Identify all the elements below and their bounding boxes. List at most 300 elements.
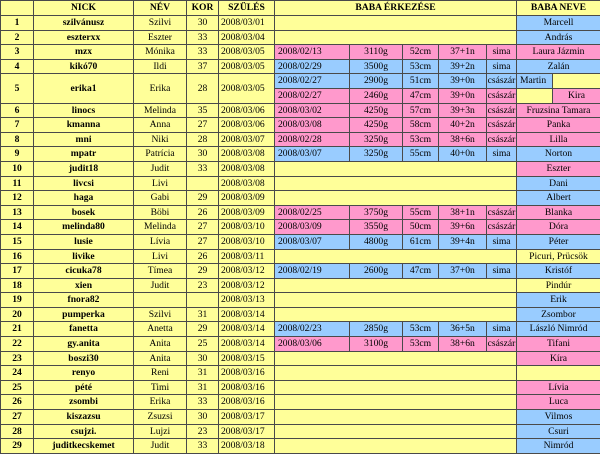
delivery-type-cell: sima — [487, 59, 517, 74]
delivery-type-cell: császár — [487, 132, 517, 147]
name-cell: Mónika — [134, 45, 187, 60]
nick-cell: cicuka78 — [34, 264, 134, 279]
due-date-cell: 2008/03/01 — [219, 16, 275, 31]
length-cell: 47cm — [403, 264, 439, 279]
weight-cell: 3250g — [350, 147, 403, 162]
delivery-type-cell: császár — [487, 103, 517, 118]
row-number: 22 — [1, 337, 34, 352]
age-cell — [187, 293, 219, 308]
baby-name-filler-cell — [553, 74, 600, 89]
table-row — [1, 366, 600, 381]
baby-name-cell: Lívia — [517, 380, 600, 395]
week-cell: 36+5n — [439, 322, 487, 337]
table-row — [1, 45, 600, 60]
arrival-empty-cell — [275, 351, 517, 366]
name-cell: Lujzi — [134, 424, 187, 439]
baby-name-cell — [517, 366, 600, 381]
due-date-cell: 2008/03/11 — [219, 249, 275, 264]
row-number: 23 — [1, 351, 34, 366]
baby-name-cell: Dóra — [517, 220, 600, 235]
name-cell: Melinda — [134, 103, 187, 118]
delivery-type-cell: császár — [487, 205, 517, 220]
row-number: 17 — [1, 264, 34, 279]
row-number: 6 — [1, 103, 34, 118]
due-date-cell: 2008/03/04 — [219, 30, 275, 45]
table-row — [1, 293, 600, 308]
row-number: 24 — [1, 366, 34, 381]
nick-cell: kiszazsu — [34, 410, 134, 425]
birth-date-cell: 2008/02/29 — [275, 59, 350, 74]
name-cell: Judit — [134, 439, 187, 454]
age-cell: 30 — [187, 351, 219, 366]
baby-name-cell: Erik — [517, 293, 600, 308]
due-date-cell: 2008/03/14 — [219, 322, 275, 337]
due-date-cell: 2008/03/12 — [219, 264, 275, 279]
arrival-empty-cell — [275, 439, 517, 454]
table-row — [1, 103, 600, 118]
nick-cell: fanetta — [34, 322, 134, 337]
nick-cell: judit18 — [34, 161, 134, 176]
delivery-type-cell: sima — [487, 45, 517, 60]
name-cell — [134, 293, 187, 308]
baby-name-cell: László Nimród — [517, 322, 600, 337]
row-number: 12 — [1, 191, 34, 206]
table-row — [1, 30, 600, 45]
weight-cell: 3250g — [350, 132, 403, 147]
age-cell: 35 — [187, 103, 219, 118]
age-cell: 29 — [187, 264, 219, 279]
age-cell: 37 — [187, 59, 219, 74]
baby-name-cell: Tifani — [517, 337, 600, 352]
name-cell: Gabi — [134, 191, 187, 206]
baby-name-cell: Lilla — [517, 132, 600, 147]
week-cell: 37+0n — [439, 264, 487, 279]
table-body — [1, 16, 600, 454]
name-cell: Tímea — [134, 264, 187, 279]
nick-cell: lusie — [34, 234, 134, 249]
name-cell: Anna — [134, 118, 187, 133]
weight-cell: 4800g — [350, 234, 403, 249]
week-cell: 40+2n — [439, 118, 487, 133]
row-number: 27 — [1, 410, 34, 425]
row-number: 9 — [1, 147, 34, 162]
baby-name-cell: Vilmos — [517, 410, 600, 425]
row-number: 10 — [1, 161, 34, 176]
header-szules: SZÜLÉS — [219, 1, 275, 16]
due-date-cell: 2008/03/17 — [219, 410, 275, 425]
length-cell: 53cm — [403, 337, 439, 352]
row-number: 14 — [1, 220, 34, 235]
nick-cell: melinda80 — [34, 220, 134, 235]
name-cell: Anita — [134, 351, 187, 366]
baby-name-cell: Kíra — [517, 351, 600, 366]
age-cell: 30 — [187, 410, 219, 425]
age-cell — [187, 176, 219, 191]
row-number: 3 — [1, 45, 34, 60]
row-number: 5 — [1, 74, 34, 103]
due-date-cell: 2008/03/08 — [219, 176, 275, 191]
week-cell: 39+6n — [439, 220, 487, 235]
delivery-type-cell: császár — [487, 74, 517, 89]
birth-date-cell: 2008/02/28 — [275, 132, 350, 147]
delivery-type-cell: császár — [487, 118, 517, 133]
nick-cell: kmanna — [34, 118, 134, 133]
arrival-empty-cell — [275, 161, 517, 176]
week-cell: 39+2n — [439, 59, 487, 74]
length-cell: 50cm — [403, 220, 439, 235]
length-cell: 55cm — [403, 147, 439, 162]
delivery-type-cell: sima — [487, 147, 517, 162]
delivery-type-cell: sima — [487, 264, 517, 279]
name-cell: Böbi — [134, 205, 187, 220]
name-cell: Anita — [134, 337, 187, 352]
table-row — [1, 380, 600, 395]
row-number: 2 — [1, 30, 34, 45]
name-cell: Judit — [134, 278, 187, 293]
baby-name-cell: Zsombor — [517, 307, 600, 322]
row-number: 1 — [1, 16, 34, 31]
header-nick: NICK — [34, 1, 134, 16]
row-number: 16 — [1, 249, 34, 264]
table-row — [1, 278, 600, 293]
name-cell: Erika — [134, 74, 187, 103]
name-cell: Melinda — [134, 220, 187, 235]
row-number: 11 — [1, 176, 34, 191]
age-cell: 26 — [187, 205, 219, 220]
length-cell: 47cm — [403, 88, 439, 103]
weight-cell: 3750g — [350, 205, 403, 220]
due-date-cell: 2008/03/06 — [219, 118, 275, 133]
arrival-empty-cell — [275, 278, 517, 293]
age-cell: 29 — [187, 322, 219, 337]
nick-cell: csujzi. — [34, 424, 134, 439]
birth-date-cell: 2008/03/08 — [275, 118, 350, 133]
age-cell: 23 — [187, 278, 219, 293]
age-cell: 27 — [187, 234, 219, 249]
due-date-cell: 2008/03/14 — [219, 307, 275, 322]
arrival-empty-cell — [275, 424, 517, 439]
baby-name-cell: Laura Jázmin — [517, 45, 600, 60]
week-cell: 38+6n — [439, 337, 487, 352]
baby-name-cell: Eszter — [517, 161, 600, 176]
due-date-cell: 2008/03/14 — [219, 337, 275, 352]
baby-name-cell: Péter — [517, 234, 600, 249]
nick-cell: haga — [34, 191, 134, 206]
arrival-empty-cell — [275, 191, 517, 206]
delivery-type-cell: császár — [487, 88, 517, 103]
baby-name-cell: Luca — [517, 395, 600, 410]
length-cell: 53cm — [403, 132, 439, 147]
weight-cell: 3110g — [350, 45, 403, 60]
delivery-type-cell: sima — [487, 234, 517, 249]
nick-cell: boszi30 — [34, 351, 134, 366]
name-cell: Reni — [134, 366, 187, 381]
baby-name-cell: Fruzsina Tamara — [517, 103, 600, 118]
week-cell: 39+3n — [439, 103, 487, 118]
header-baba-erkezese: BABA ÉRKEZÉSE — [275, 1, 517, 16]
due-date-cell: 2008/03/05 — [219, 59, 275, 74]
name-cell: Lívia — [134, 234, 187, 249]
arrival-empty-cell — [275, 307, 517, 322]
due-date-cell: 2008/03/15 — [219, 351, 275, 366]
nick-cell: zsombi — [34, 395, 134, 410]
baby-name-cell: Marcell — [517, 16, 600, 31]
baby-name-cell: Dani — [517, 176, 600, 191]
table-row — [1, 118, 600, 133]
nick-cell: juditkecskemet — [34, 439, 134, 454]
row-number: 18 — [1, 278, 34, 293]
table-row — [1, 16, 600, 31]
nick-cell: linocs — [34, 103, 134, 118]
age-cell: 27 — [187, 118, 219, 133]
table-row — [1, 351, 600, 366]
birth-date-cell: 2008/02/27 — [275, 88, 350, 103]
baby-name-cell: Norton — [517, 147, 600, 162]
table-row — [1, 439, 600, 454]
birth-date-cell: 2008/03/06 — [275, 337, 350, 352]
length-cell: 51cm — [403, 74, 439, 89]
age-cell: 23 — [187, 424, 219, 439]
name-cell: Patrícia — [134, 147, 187, 162]
due-date-cell: 2008/03/18 — [219, 439, 275, 454]
age-cell: 33 — [187, 161, 219, 176]
weight-cell: 3500g — [350, 59, 403, 74]
row-number: 13 — [1, 205, 34, 220]
table-row — [1, 395, 600, 410]
header-kor: KOR — [187, 1, 219, 16]
age-cell: 29 — [187, 191, 219, 206]
arrival-empty-cell — [275, 16, 517, 31]
weight-cell: 3550g — [350, 220, 403, 235]
name-cell: Livi — [134, 249, 187, 264]
row-number: 19 — [1, 293, 34, 308]
due-date-cell: 2008/03/13 — [219, 293, 275, 308]
name-cell: Judit — [134, 161, 187, 176]
week-cell: 39+4n — [439, 234, 487, 249]
due-date-cell: 2008/03/10 — [219, 234, 275, 249]
table-row — [1, 337, 600, 352]
header-nev: NÉV — [134, 1, 187, 16]
name-cell: Eszter — [134, 30, 187, 45]
due-date-cell: 2008/03/09 — [219, 191, 275, 206]
age-cell: 30 — [187, 16, 219, 31]
table-row — [1, 147, 600, 162]
baby-name-cell: Kira — [553, 88, 600, 103]
length-cell: 52cm — [403, 45, 439, 60]
name-cell: Niki — [134, 132, 187, 147]
table-row — [1, 59, 600, 74]
nick-cell: kikó70 — [34, 59, 134, 74]
due-date-cell: 2008/03/06 — [219, 103, 275, 118]
birth-date-cell: 2008/03/07 — [275, 147, 350, 162]
age-cell: 31 — [187, 380, 219, 395]
table-row — [1, 191, 600, 206]
weight-cell: 2460g — [350, 88, 403, 103]
baby-name-cell: Panka — [517, 118, 600, 133]
delivery-type-cell: császár — [487, 220, 517, 235]
baby-name-cell: Csuri — [517, 424, 600, 439]
baby-name-cell: Blanka — [517, 205, 600, 220]
name-cell: Ildi — [134, 59, 187, 74]
table-row — [1, 220, 600, 235]
name-cell: Erika — [134, 395, 187, 410]
nick-cell: renyo — [34, 366, 134, 381]
baby-name-cell: András — [517, 30, 600, 45]
nick-cell: szilvánusz — [34, 16, 134, 31]
age-cell: 33 — [187, 439, 219, 454]
age-cell: 26 — [187, 249, 219, 264]
baby-name-cell: Pindúr — [517, 278, 600, 293]
table-row — [1, 307, 600, 322]
row-number: 28 — [1, 424, 34, 439]
delivery-type-cell: sima — [487, 322, 517, 337]
due-date-cell: 2008/03/08 — [219, 161, 275, 176]
weight-cell: 2850g — [350, 322, 403, 337]
birth-date-cell: 2008/02/25 — [275, 205, 350, 220]
baby-name-cell: Albert — [517, 191, 600, 206]
age-cell: 31 — [187, 366, 219, 381]
nick-cell: mzx — [34, 45, 134, 60]
length-cell: 53cm — [403, 322, 439, 337]
age-cell: 30 — [187, 147, 219, 162]
row-number: 26 — [1, 395, 34, 410]
age-cell: 28 — [187, 74, 219, 103]
name-cell: Anetta — [134, 322, 187, 337]
row-number: 7 — [1, 118, 34, 133]
nick-cell: mni — [34, 132, 134, 147]
table-row — [1, 205, 600, 220]
table-row — [1, 161, 600, 176]
table-row — [1, 322, 600, 337]
row-number: 21 — [1, 322, 34, 337]
table-row — [1, 132, 600, 147]
age-cell: 33 — [187, 30, 219, 45]
birth-date-cell: 2008/02/27 — [275, 74, 350, 89]
table-row — [1, 74, 600, 89]
due-date-cell: 2008/03/08 — [219, 147, 275, 162]
due-date-cell: 2008/03/17 — [219, 424, 275, 439]
baby-name-filler-cell — [517, 88, 553, 103]
table-row — [1, 249, 600, 264]
table-row — [1, 176, 600, 191]
arrival-empty-cell — [275, 176, 517, 191]
week-cell: 39+0n — [439, 88, 487, 103]
arrival-empty-cell — [275, 380, 517, 395]
table-row — [1, 234, 600, 249]
header-baba-neve: BABA NEVE — [517, 1, 600, 16]
age-cell: 25 — [187, 337, 219, 352]
baby-name-cell: Zalán — [517, 59, 600, 74]
nick-cell: fnora82 — [34, 293, 134, 308]
due-date-cell: 2008/03/05 — [219, 45, 275, 60]
week-cell: 38+1n — [439, 205, 487, 220]
name-cell: Livi — [134, 176, 187, 191]
baby-name-cell: Martin — [517, 74, 553, 89]
age-cell: 31 — [187, 307, 219, 322]
row-number: 4 — [1, 59, 34, 74]
table-row — [1, 410, 600, 425]
name-cell: Szilvi — [134, 16, 187, 31]
due-date-cell: 2008/03/07 — [219, 132, 275, 147]
length-cell: 55cm — [403, 205, 439, 220]
weight-cell: 2600g — [350, 264, 403, 279]
name-cell: Zsuzsi — [134, 410, 187, 425]
header-num — [1, 1, 34, 16]
table-row — [1, 424, 600, 439]
birth-date-cell: 2008/02/13 — [275, 45, 350, 60]
birth-date-cell: 2008/03/09 — [275, 220, 350, 235]
age-cell: 33 — [187, 395, 219, 410]
arrival-empty-cell — [275, 249, 517, 264]
name-cell: Szilvi — [134, 307, 187, 322]
arrival-empty-cell — [275, 30, 517, 45]
weight-cell: 4250g — [350, 103, 403, 118]
baby-name-cell: Picuri, Prücsök — [517, 249, 600, 264]
header-row — [1, 1, 600, 16]
table-row — [1, 264, 600, 279]
nick-cell: pumperka — [34, 307, 134, 322]
baby-name-cell: Nimród — [517, 439, 600, 454]
birth-date-cell: 2008/02/23 — [275, 322, 350, 337]
nick-cell: livike — [34, 249, 134, 264]
week-cell: 40+0n — [439, 147, 487, 162]
length-cell: 53cm — [403, 59, 439, 74]
nick-cell: bosek — [34, 205, 134, 220]
due-date-cell: 2008/03/10 — [219, 220, 275, 235]
due-date-cell: 2008/03/16 — [219, 366, 275, 381]
length-cell: 58cm — [403, 118, 439, 133]
due-date-cell: 2008/03/05 — [219, 74, 275, 103]
baby-name-cell: Kristóf — [517, 264, 600, 279]
nick-cell: mpatr — [34, 147, 134, 162]
age-cell: 27 — [187, 220, 219, 235]
birth-date-cell: 2008/02/19 — [275, 264, 350, 279]
nick-cell: erika1 — [34, 74, 134, 103]
due-date-cell: 2008/03/16 — [219, 380, 275, 395]
row-number: 8 — [1, 132, 34, 147]
nick-cell: pété — [34, 380, 134, 395]
name-cell: Timi — [134, 380, 187, 395]
age-cell: 28 — [187, 132, 219, 147]
weight-cell: 3100g — [350, 337, 403, 352]
age-cell: 33 — [187, 45, 219, 60]
arrival-empty-cell — [275, 395, 517, 410]
arrival-empty-cell — [275, 366, 517, 381]
due-date-cell: 2008/03/09 — [219, 205, 275, 220]
due-date-cell: 2008/03/16 — [219, 395, 275, 410]
row-number: 15 — [1, 234, 34, 249]
nick-cell: livcsi — [34, 176, 134, 191]
row-number: 29 — [1, 439, 34, 454]
delivery-type-cell: császár — [487, 337, 517, 352]
week-cell: 39+0n — [439, 74, 487, 89]
row-number: 25 — [1, 380, 34, 395]
weight-cell: 2900g — [350, 74, 403, 89]
nick-cell: xien — [34, 278, 134, 293]
arrival-empty-cell — [275, 410, 517, 425]
nick-cell: gy.anita — [34, 337, 134, 352]
weight-cell: 4250g — [350, 118, 403, 133]
length-cell: 61cm — [403, 234, 439, 249]
row-number: 20 — [1, 307, 34, 322]
length-cell: 57cm — [403, 103, 439, 118]
birth-date-cell: 2008/03/02 — [275, 103, 350, 118]
week-cell: 38+6n — [439, 132, 487, 147]
due-date-cell: 2008/03/12 — [219, 278, 275, 293]
nick-cell: eszterxx — [34, 30, 134, 45]
week-cell: 37+1n — [439, 45, 487, 60]
birth-date-cell: 2008/03/07 — [275, 234, 350, 249]
